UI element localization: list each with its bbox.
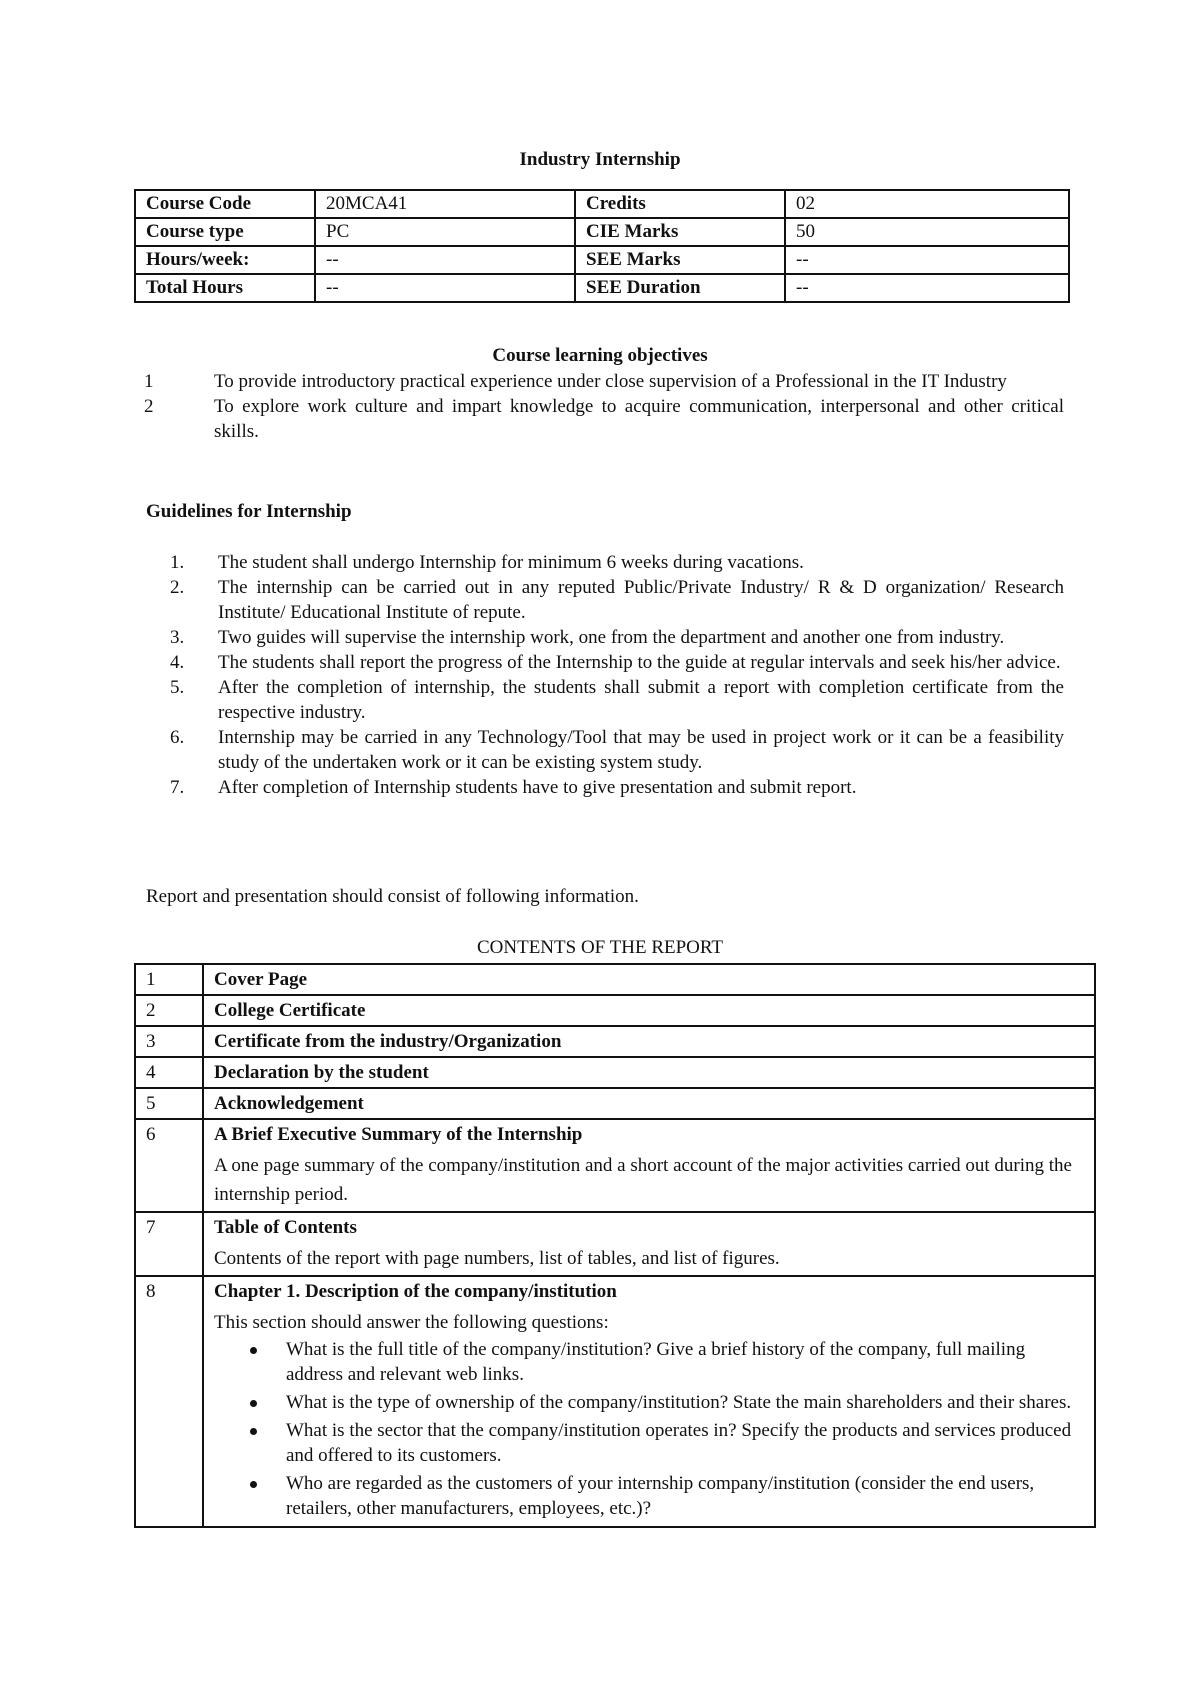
contents-row <box>135 1057 1095 1088</box>
contents-bullet-item <box>286 1337 1084 1387</box>
objective-item <box>144 369 1064 394</box>
course-info-label: Course type <box>135 218 315 246</box>
contents-row-heading: Chapter 1. Description of the company/institution <box>214 1281 617 1302</box>
guideline-text: After the completion of internship, the students shall submit a report with completion certificate from the respective industry. <box>218 677 1064 723</box>
contents-row <box>135 1212 1095 1276</box>
guideline-text: The student shall undergo Internship for minimum 6 weeks during vacations. <box>218 552 804 573</box>
course-info-value: PC <box>315 218 575 246</box>
objective-number: 1 <box>144 371 154 392</box>
bullet-icon <box>250 1347 257 1354</box>
objective-text: To provide introductory practical experience under close supervision of a Professional in the IT Industry <box>214 371 1007 392</box>
contents-row-number: 6 <box>135 1119 203 1212</box>
bullet-icon <box>250 1428 257 1435</box>
contents-row-heading: A Brief Executive Summary of the Internship <box>214 1124 583 1145</box>
contents-row-number: 5 <box>135 1088 203 1119</box>
contents-row-heading: Certificate from the industry/Organization <box>214 1031 562 1052</box>
course-info-value: 02 <box>785 190 1069 218</box>
course-info-label: Total Hours <box>135 274 315 302</box>
contents-bullet-list <box>214 1337 1084 1521</box>
objectives-list <box>144 369 1064 444</box>
course-info-row <box>135 274 1069 302</box>
contents-row-heading: Declaration by the student <box>214 1062 429 1083</box>
course-info-row <box>135 190 1069 218</box>
contents-row-number: 3 <box>135 1026 203 1057</box>
course-info-row <box>135 246 1069 274</box>
contents-row-body: A one page summary of the company/institution and a short account of the major activities carried out during the internship period. <box>214 1155 1072 1205</box>
contents-bullet-item <box>286 1390 1084 1415</box>
guideline-number: 1. <box>170 552 185 573</box>
course-info-value: -- <box>785 274 1069 302</box>
guideline-text: The internship can be carried out in any reputed Public/Private Industry/ R & D organization/ Research Institute/ Educational Institute of repute. <box>218 577 1064 623</box>
guideline-number: 4. <box>170 652 185 673</box>
contents-row-number: 4 <box>135 1057 203 1088</box>
guideline-item <box>170 775 1064 800</box>
contents-row-number: 2 <box>135 995 203 1026</box>
guideline-number: 3. <box>170 627 185 648</box>
guideline-item <box>170 625 1064 650</box>
objective-item <box>144 394 1064 444</box>
guideline-text: After completion of Internship students have to give presentation and submit report. <box>218 777 857 798</box>
contents-row-heading: College Certificate <box>214 1000 366 1021</box>
contents-row <box>135 1026 1095 1057</box>
contents-row <box>135 964 1095 995</box>
contents-row-heading: Acknowledgement <box>214 1093 364 1114</box>
guideline-text: Two guides will supervise the internship work, one from the department and another one from industry. <box>218 627 1005 648</box>
contents-bullet-text: What is the sector that the company/institution operates in? Specify the products and services produced and offered to its customers. <box>286 1420 1072 1466</box>
course-info-label: Course Code <box>135 190 315 218</box>
course-info-label: Hours/week: <box>135 246 315 274</box>
contents-row-number: 7 <box>135 1212 203 1276</box>
guideline-number: 7. <box>170 777 185 798</box>
contents-row-number: 1 <box>135 964 203 995</box>
contents-bullet-text: What is the full title of the company/institution? Give a brief history of the company, full mailing address and relevant web links. <box>286 1339 1026 1385</box>
course-info-row <box>135 218 1069 246</box>
bullet-icon <box>250 1400 257 1407</box>
guideline-item <box>170 650 1064 675</box>
contents-row-heading: Cover Page <box>214 969 308 990</box>
contents-row-number: 8 <box>135 1276 203 1527</box>
guideline-item <box>170 675 1064 725</box>
guideline-number: 2. <box>170 577 185 598</box>
guidelines-heading: Guidelines for Internship <box>146 501 352 522</box>
guideline-item <box>170 550 1064 575</box>
course-info-value: -- <box>315 274 575 302</box>
course-info-value: 20MCA41 <box>315 190 575 218</box>
contents-row <box>135 995 1095 1026</box>
contents-bullet-text: Who are regarded as the customers of your internship company/institution (consider the end users, retailers, other manufacturers, employees, etc.)? <box>286 1473 1035 1519</box>
guideline-number: 5. <box>170 677 185 698</box>
contents-bullet-item <box>286 1418 1084 1468</box>
objective-text: To explore work culture and impart knowledge to acquire communication, interpersonal and other critical skills. <box>214 396 1064 442</box>
guideline-number: 6. <box>170 727 185 748</box>
objective-number: 2 <box>144 396 154 417</box>
guideline-text: The students shall report the progress of the Internship to the guide at regular intervals and seek his/her advice. <box>218 652 1061 673</box>
contents-table <box>134 963 1096 1528</box>
contents-heading: CONTENTS OF THE REPORT <box>476 937 724 958</box>
course-info-label: SEE Duration <box>575 274 785 302</box>
guideline-item <box>170 725 1064 775</box>
course-info-table <box>134 189 1070 303</box>
course-info-value: -- <box>785 246 1069 274</box>
objectives-heading: Course learning objectives <box>492 345 708 366</box>
course-info-label: CIE Marks <box>575 218 785 246</box>
contents-row <box>135 1119 1095 1212</box>
course-info-label: Credits <box>575 190 785 218</box>
contents-row-heading: Table of Contents <box>214 1217 357 1238</box>
guideline-text: Internship may be carried in any Technology/Tool that may be used in project work or it can be a feasibility study of the undertaken work or it can be existing system study. <box>218 727 1064 773</box>
contents-bullet-text: What is the type of ownership of the company/institution? State the main shareholders and their shares. <box>286 1392 1072 1413</box>
contents-row <box>135 1088 1095 1119</box>
contents-bullet-item <box>286 1471 1084 1521</box>
course-info-value: -- <box>315 246 575 274</box>
bullet-icon <box>250 1481 257 1488</box>
guideline-item <box>170 575 1064 625</box>
page-title: Industry Internship <box>519 149 681 170</box>
report-note: Report and presentation should consist of following information. <box>146 886 639 907</box>
contents-row-body: Contents of the report with page numbers, list of tables, and list of figures. <box>214 1248 780 1269</box>
course-info-label: SEE Marks <box>575 246 785 274</box>
contents-row <box>135 1276 1095 1527</box>
course-info-value: 50 <box>785 218 1069 246</box>
contents-row-body: This section should answer the following questions: <box>214 1312 609 1333</box>
guidelines-list <box>170 550 1064 800</box>
